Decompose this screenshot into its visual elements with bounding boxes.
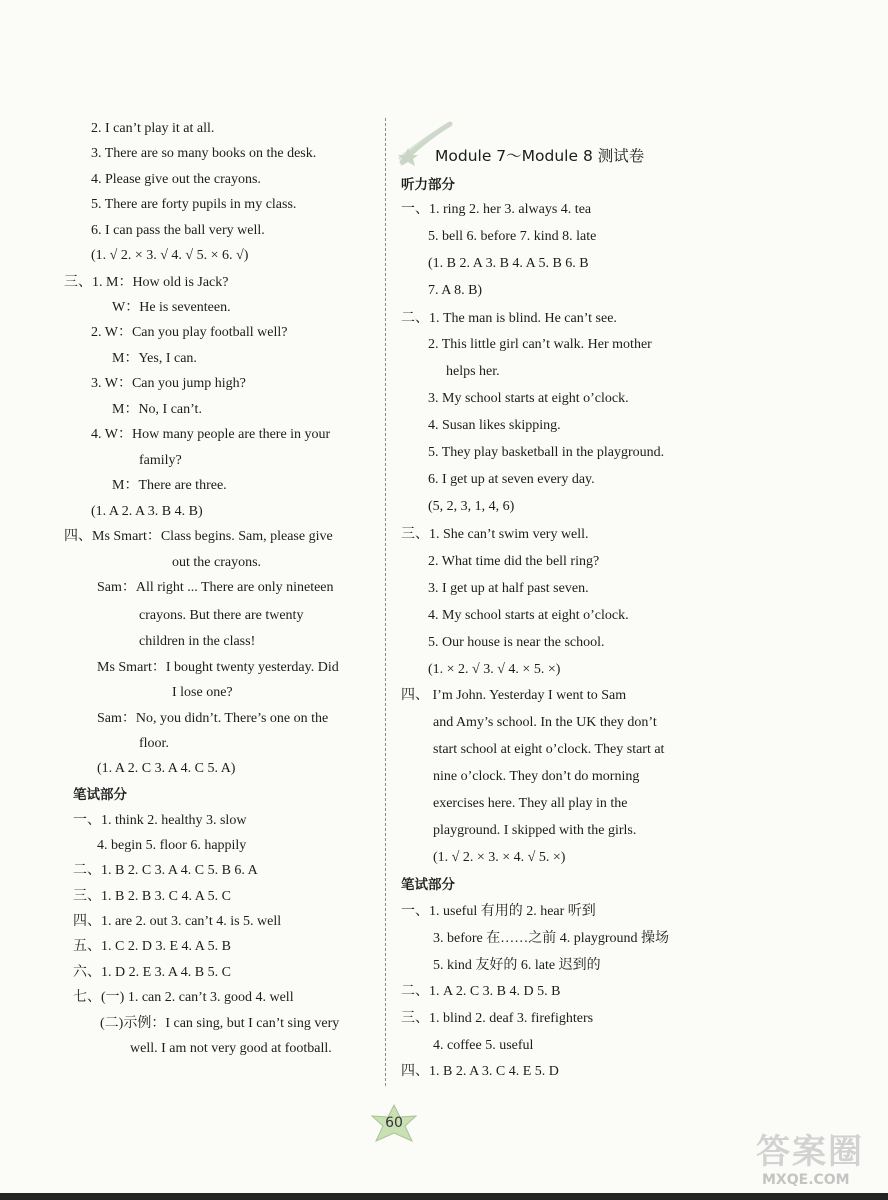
answer-line: 2. What time did the bell ring? (428, 554, 600, 569)
answer-line: 3. There are so many books on the desk. (91, 146, 317, 161)
answer-line: W：He is seventeen. (112, 300, 231, 315)
answer-line: M：Yes, I can. (112, 351, 197, 366)
passage-line: start school at eight o’clock. They start at (433, 742, 665, 757)
section-heading: 一、1. useful 有用的 2. hear 听到 (401, 904, 596, 919)
page-number-badge (366, 1104, 422, 1144)
answer-line: 4. begin 5. floor 6. happily (97, 838, 247, 853)
answer-line: (二)示例：I can sing, but I can’t sing very (100, 1016, 340, 1031)
page-number: 60 (385, 1115, 403, 1131)
answer-key: (5, 2, 3, 1, 4, 6) (428, 499, 515, 514)
answer-line: I lose one? (172, 685, 233, 700)
section-heading: 四、1. B 2. A 3. C 4. E 5. D (401, 1064, 559, 1079)
section-heading: 二、1. B 2. C 3. A 4. C 5. B 6. A (73, 863, 258, 878)
answer-line: Sam：All right ... There are only nineteen (97, 580, 334, 595)
section-heading: 三、1. blind 2. deaf 3. firefighters (401, 1011, 594, 1026)
answer-line: crayons. But there are twenty (139, 608, 304, 623)
section-heading: 四、Ms Smart：Class begins. Sam, please give (64, 529, 333, 544)
watermark-logo (752, 1124, 882, 1194)
answer-line: 6. I can pass the ball very well. (91, 223, 265, 238)
passage-line: exercises here. They all play in the (433, 796, 628, 811)
section-heading: 三、1. B 2. B 3. C 4. A 5. C (73, 889, 231, 904)
answer-line: out the crayons. (172, 555, 262, 570)
section-heading: 二、1. The man is blind. He can’t see. (401, 311, 617, 326)
answer-line: 6. I get up at seven every day. (428, 472, 595, 487)
answer-line: 2. I can’t play it at all. (91, 121, 215, 136)
section-heading: 三、1. She can’t swim very well. (401, 527, 589, 542)
section-heading: 二、1. A 2. C 3. B 4. D 5. B (401, 984, 561, 999)
section-title-written: 笔试部分 (401, 877, 455, 893)
page-title: Module 7～Module 8 测试卷 (435, 147, 645, 165)
section-heading: 五、1. C 2. D 3. E 4. A 5. B (73, 939, 231, 954)
watermark-main: 答案圈 (756, 1132, 864, 1172)
answer-line: 3. I get up at half past seven. (428, 581, 589, 596)
answer-line: 4. My school starts at eight o’clock. (428, 608, 629, 623)
answer-line: 5. There are forty pupils in my class. (91, 197, 297, 212)
passage-line: playground. I skipped with the girls. (433, 823, 637, 838)
answer-line: M：There are three. (112, 478, 227, 493)
answer-line: Ms Smart：I bought twenty yesterday. Did (97, 660, 339, 675)
answer-line: 4. W：How many people are there in your (91, 427, 331, 442)
answer-line: 4. Susan likes skipping. (428, 418, 561, 433)
answer-line: M：No, I can’t. (112, 402, 202, 417)
section-heading: 一、1. ring 2. her 3. always 4. tea (401, 202, 592, 217)
answer-line: 5. Our house is near the school. (428, 635, 605, 650)
section-title-listening: 听力部分 (401, 177, 455, 193)
scan-bottom-edge (0, 1193, 888, 1200)
answer-line: children in the class! (139, 634, 256, 649)
answer-line: 4. Please give out the crayons. (91, 172, 261, 187)
section-heading: 四、1. are 2. out 3. can’t 4. is 5. well (73, 914, 282, 929)
section-heading: 七、(一) 1. can 2. can’t 3. good 4. well (73, 990, 294, 1005)
answer-key: (1. √ 2. × 3. × 4. √ 5. ×) (433, 850, 566, 865)
answer-line: 3. before 在……之前 4. playground 操场 (433, 931, 670, 946)
answer-line: 3. W：Can you jump high? (91, 376, 246, 391)
answer-line: 4. coffee 5. useful (433, 1038, 534, 1053)
answer-line: 5. bell 6. before 7. kind 8. late (428, 229, 597, 244)
passage-line: and Amy’s school. In the UK they don’t (433, 715, 657, 730)
answer-key: 7. A 8. B) (428, 283, 483, 298)
section-title-written: 笔试部分 (73, 787, 127, 803)
section-heading: 三、1. M：How old is Jack? (64, 275, 229, 290)
answer-line: 5. They play basketball in the playground. (428, 445, 665, 460)
answer-line: 2. This little girl can’t walk. Her mother (428, 337, 652, 352)
answer-key: (1. √ 2. × 3. √ 4. √ 5. × 6. √) (91, 248, 249, 263)
answer-key: (1. A 2. C 3. A 4. C 5. A) (97, 761, 236, 776)
answer-key: (1. × 2. √ 3. √ 4. × 5. ×) (428, 662, 561, 677)
section-heading: 一、1. think 2. healthy 3. slow (73, 813, 247, 828)
answer-line: well. I am not very good at football. (130, 1041, 332, 1056)
section-heading: 四、 I’m John. Yesterday I went to Sam (401, 688, 627, 703)
section-heading: 六、1. D 2. E 3. A 4. B 5. C (73, 965, 231, 980)
answer-line: helps her. (446, 364, 500, 379)
watermark-url: MXQE.COM (762, 1172, 850, 1188)
answer-line: floor. (139, 736, 169, 751)
passage-line: nine o’clock. They don’t do morning (433, 769, 640, 784)
answer-key: (1. B 2. A 3. B 4. A 5. B 6. B (428, 256, 589, 271)
answer-key: (1. A 2. A 3. B 4. B) (91, 504, 203, 519)
answer-line: family? (139, 453, 182, 468)
column-divider (385, 118, 386, 1086)
answer-line: Sam：No, you didn’t. There’s one on the (97, 711, 329, 726)
answer-line: 5. kind 友好的 6. late 迟到的 (433, 958, 601, 973)
answer-line: 2. W：Can you play football well? (91, 325, 288, 340)
answer-line: 3. My school starts at eight o’clock. (428, 391, 629, 406)
